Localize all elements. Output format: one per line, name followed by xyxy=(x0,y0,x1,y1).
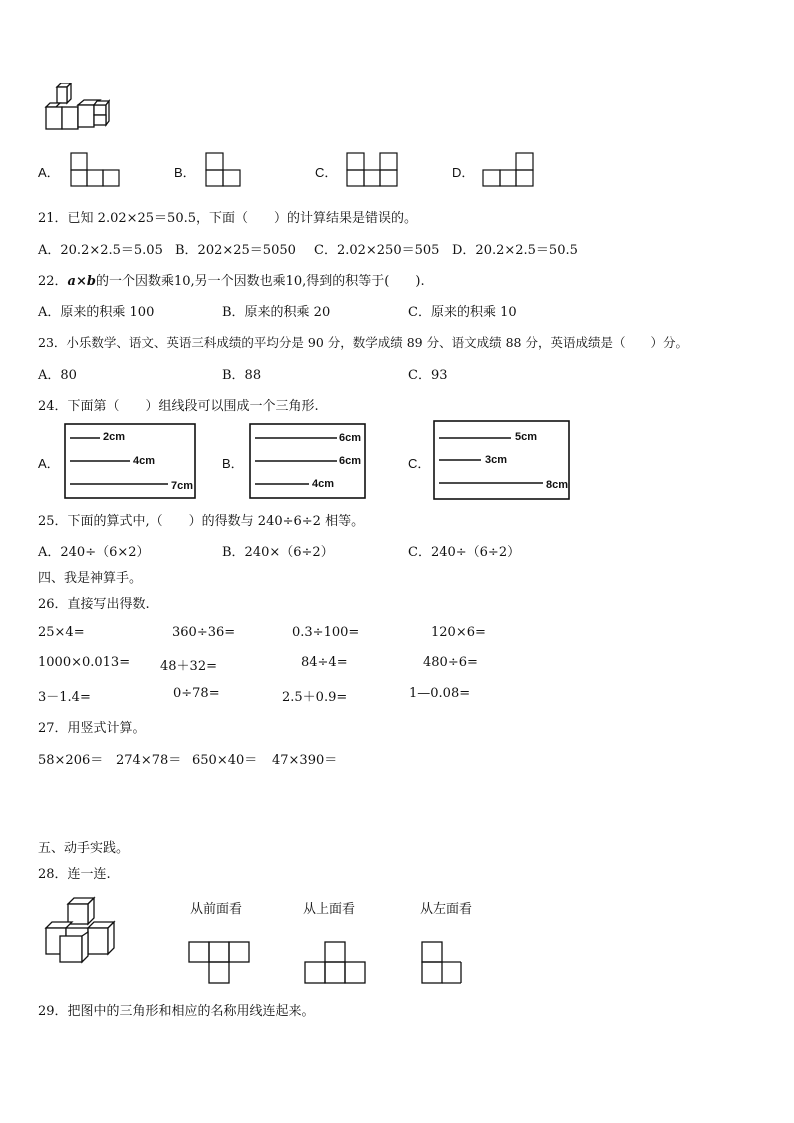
q28-view-front-label: 从前面看 xyxy=(190,902,243,917)
q27-stem: 27．用竖式计算。 xyxy=(38,721,146,736)
q23-stem: 23．小乐数学、语文、英语三科成绩的平均分是 90 分，数学成绩 89 分、语文成绩 88 分，英语成绩是（ ）分。 xyxy=(38,335,688,350)
q28-stem: 28．连一连. xyxy=(38,867,111,882)
q22-option-a[interactable]: A．原来的积乘 100 xyxy=(38,305,155,320)
q24-b-seg-3-label: 4cm xyxy=(312,478,335,490)
q26-item: 0.3÷100= xyxy=(292,625,360,640)
q20-option-b-figure xyxy=(205,152,243,188)
q22-stem xyxy=(38,270,425,289)
q24-a-seg-3-label: 7cm xyxy=(171,480,194,492)
q26-item: 1—0.08= xyxy=(409,686,471,701)
q24-option-a[interactable]: A． xyxy=(38,456,60,471)
q21-option-c[interactable]: C．2.02×250＝505 xyxy=(314,243,440,258)
q24-c-seg-3-label: 8cm xyxy=(546,479,569,491)
q24-a-seg-2-label: 4cm xyxy=(133,455,156,467)
q28-front-view-figure[interactable] xyxy=(188,941,252,985)
q24-option-a-figure xyxy=(64,423,196,499)
q26-item: 84÷4= xyxy=(301,655,348,670)
q20-option-d[interactable]: D． xyxy=(452,165,475,180)
q28-solid-figure xyxy=(42,896,130,966)
q20-option-b[interactable]: B． xyxy=(174,165,196,180)
q21-option-b[interactable]: B．202×25＝5050 xyxy=(175,243,296,258)
q20-option-d-figure xyxy=(482,152,536,188)
q27-item: 274×78＝ xyxy=(116,753,182,768)
q22-option-b[interactable]: B．原来的积乘 20 xyxy=(222,305,331,320)
q24-option-b[interactable]: B． xyxy=(222,456,244,471)
q26-item: 480÷6= xyxy=(423,655,478,670)
q24-c-seg-1-label: 5cm xyxy=(515,431,538,443)
q20-option-a-figure xyxy=(70,152,122,188)
q24-option-c-figure xyxy=(433,420,571,500)
q22-stem-prefix: 22． xyxy=(38,274,68,289)
q25-stem: 25．下面的算式中,（ ）的得数与 240÷6÷2 相等。 xyxy=(38,514,365,529)
q22-stem-var: a×b xyxy=(67,274,96,289)
q28-view-top-label: 从上面看 xyxy=(303,902,356,917)
q24-b-seg-1-label: 6cm xyxy=(339,432,362,444)
q26-item: 1000×0.013= xyxy=(38,655,131,670)
q26-item: 2.5＋0.9= xyxy=(282,690,348,705)
q29-stem: 29．把图中的三角形和相应的名称用线连起来。 xyxy=(38,1004,315,1019)
section5-title: 五、动手实践。 xyxy=(38,841,130,856)
section4-title: 四、我是神算手。 xyxy=(38,571,143,586)
q23-option-a[interactable]: A．80 xyxy=(38,368,77,383)
q26-item: 48＋32= xyxy=(160,659,217,674)
q27-item: 650×40＝ xyxy=(192,753,258,768)
q27-item: 58×206＝ xyxy=(38,753,104,768)
q21-option-a[interactable]: A．20.2×2.5＝5.05 xyxy=(38,243,163,258)
q24-stem: 24．下面第（ ）组线段可以围成一个三角形. xyxy=(38,399,319,414)
q24-b-seg-2-label: 6cm xyxy=(339,455,362,467)
q20-option-c[interactable]: C． xyxy=(315,165,338,180)
q26-stem: 26．直接写出得数. xyxy=(38,597,150,612)
q24-option-b-figure xyxy=(249,423,367,499)
q26-item: 3－1.4= xyxy=(38,690,91,705)
q24-c-seg-2-label: 3cm xyxy=(485,454,508,466)
q21-stem: 21．已知 2.02×25＝50.5，下面（ ）的计算结果是错误的。 xyxy=(38,211,417,226)
q26-item: 0÷78= xyxy=(173,686,220,701)
q24-option-c[interactable]: C． xyxy=(408,456,431,471)
q25-option-b[interactable]: B．240×（6÷2） xyxy=(222,545,334,560)
q25-option-a[interactable]: A．240÷（6×2） xyxy=(38,545,150,560)
q22-option-c[interactable]: C．原来的积乘 10 xyxy=(408,305,517,320)
q28-left-view-figure[interactable] xyxy=(421,941,465,985)
q25-option-c[interactable]: C．240÷（6÷2） xyxy=(408,545,521,560)
q26-item: 360÷36= xyxy=(172,625,236,640)
q28-top-view-figure[interactable] xyxy=(304,941,368,985)
q21-option-d[interactable]: D．20.2×2.5＝50.5 xyxy=(452,243,578,258)
q27-item: 47×390＝ xyxy=(272,753,338,768)
q20-option-c-figure xyxy=(346,152,400,188)
q26-item: 120×6= xyxy=(431,625,486,640)
q20-cube-figure xyxy=(44,83,110,133)
q23-option-b[interactable]: B．88 xyxy=(222,368,262,383)
q23-option-c[interactable]: C．93 xyxy=(408,368,448,383)
q22-stem-rest: 的一个因数乘10,另一个因数也乘10,得到的积等于( ). xyxy=(95,274,425,289)
q20-option-a[interactable]: A． xyxy=(38,165,60,180)
q26-item: 25×4= xyxy=(38,625,85,640)
q24-a-seg-1-label: 2cm xyxy=(103,431,126,443)
q28-view-left-label: 从左面看 xyxy=(420,902,473,917)
